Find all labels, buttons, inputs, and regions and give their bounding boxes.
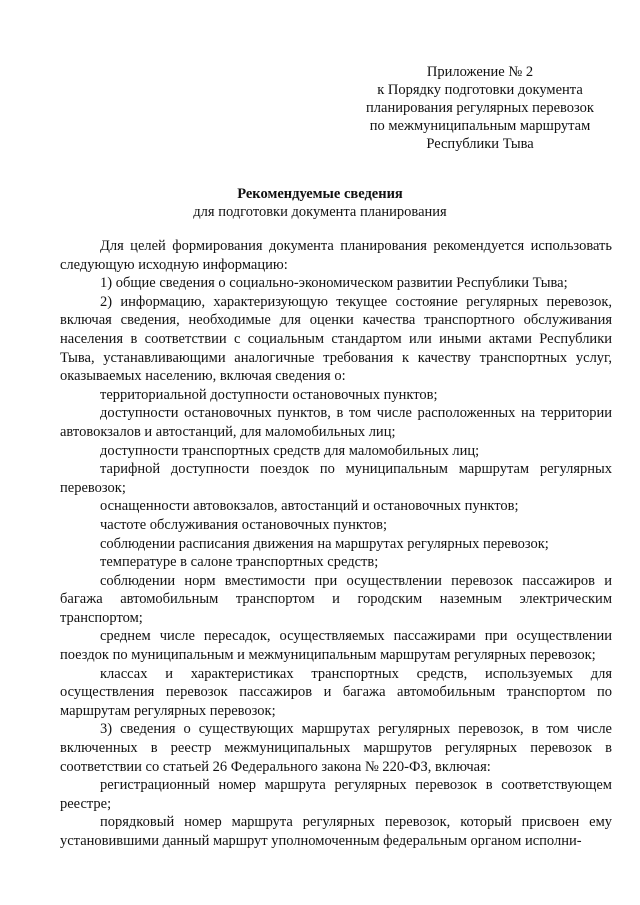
paragraph: 3) сведения о существующих маршрутах регулярных перевозок, в том числе включенных в реестр межмуниципальных маршрутов регулярных перевозок в соответствии со статьей 26 Федерального закона № 220-ФЗ, включая: [60,721,612,775]
paragraph: 1) общие сведения о социально-экономическом развитии Республики Тыва; [100,275,568,292]
paragraph: Для целей формирования документа планирования рекомендуется использовать следующую исходную информацию: [60,238,612,273]
paragraph: доступности транспортных средств для маломобильных лиц; [100,442,480,459]
paragraph: температуре в салоне транспортных средств; [100,554,379,571]
appendix-header [330,63,630,153]
paragraph: территориальной доступности остановочных пунктов; [100,386,438,403]
paragraph: соблюдении расписания движения на маршрутах регулярных перевозок; [100,535,549,552]
paragraph: оснащенности автовокзалов, автостанций и остановочных пунктов; [100,498,519,515]
document-subtitle: для подготовки документа планирования [193,204,447,220]
appendix-line-1: Приложение № 2 [426,64,534,80]
paragraph: классах и характеристиках транспортных средств, используемых для осуществления перевозок пассажиров и багажа автомобильным транспортом по маршрутам регулярных перевозок; [60,665,612,719]
paragraph: соблюдении норм вместимости при осуществлении перевозок пассажиров и багажа автомобильным транспортом и городским наземным электрическим транспортом; [60,572,612,626]
paragraph: доступности остановочных пунктов, в том числе расположенных на территории автовокзалов и автостанций, для маломобильных лиц; [60,405,612,440]
paragraph: регистрационный номер маршрута регулярных перевозок в соответствующем реестре; [60,777,612,812]
document-body [60,237,612,851]
paragraph: 2) информацию, характеризующую текущее состояние регулярных перевозок, включая сведения, необходимые для оценки качества транспортного обслуживания населения в соответствии с социальным стандартом или иными актами Республики Тыва, устанавливающими аналогичные требования к качеству транспортных услуг, оказываемых населению, включая сведения о: [60,293,612,385]
appendix-line-4: по межмуниципальным маршрутам [369,118,591,134]
appendix-line-2: к Порядку подготовки документа [377,82,583,98]
paragraph: тарифной доступности поездок по муниципальным маршрутам регулярных перевозок; [60,461,612,496]
paragraph: порядковый номер маршрута регулярных перевозок, который присвоен ему установившими данный маршрут уполномоченным федеральным органом исполни- [60,814,612,849]
paragraph: частоте обслуживания остановочных пунктов; [100,516,387,533]
appendix-line-5: Республики Тыва [426,136,534,152]
appendix-line-3: планирования регулярных перевозок [366,100,594,116]
paragraph: среднем числе пересадок, осуществляемых пассажирами при осуществлении поездок по муниципальным и межмуниципальным маршрутам регулярных перевозок; [60,628,612,664]
document-title: Рекомендуемые сведения [237,186,403,202]
